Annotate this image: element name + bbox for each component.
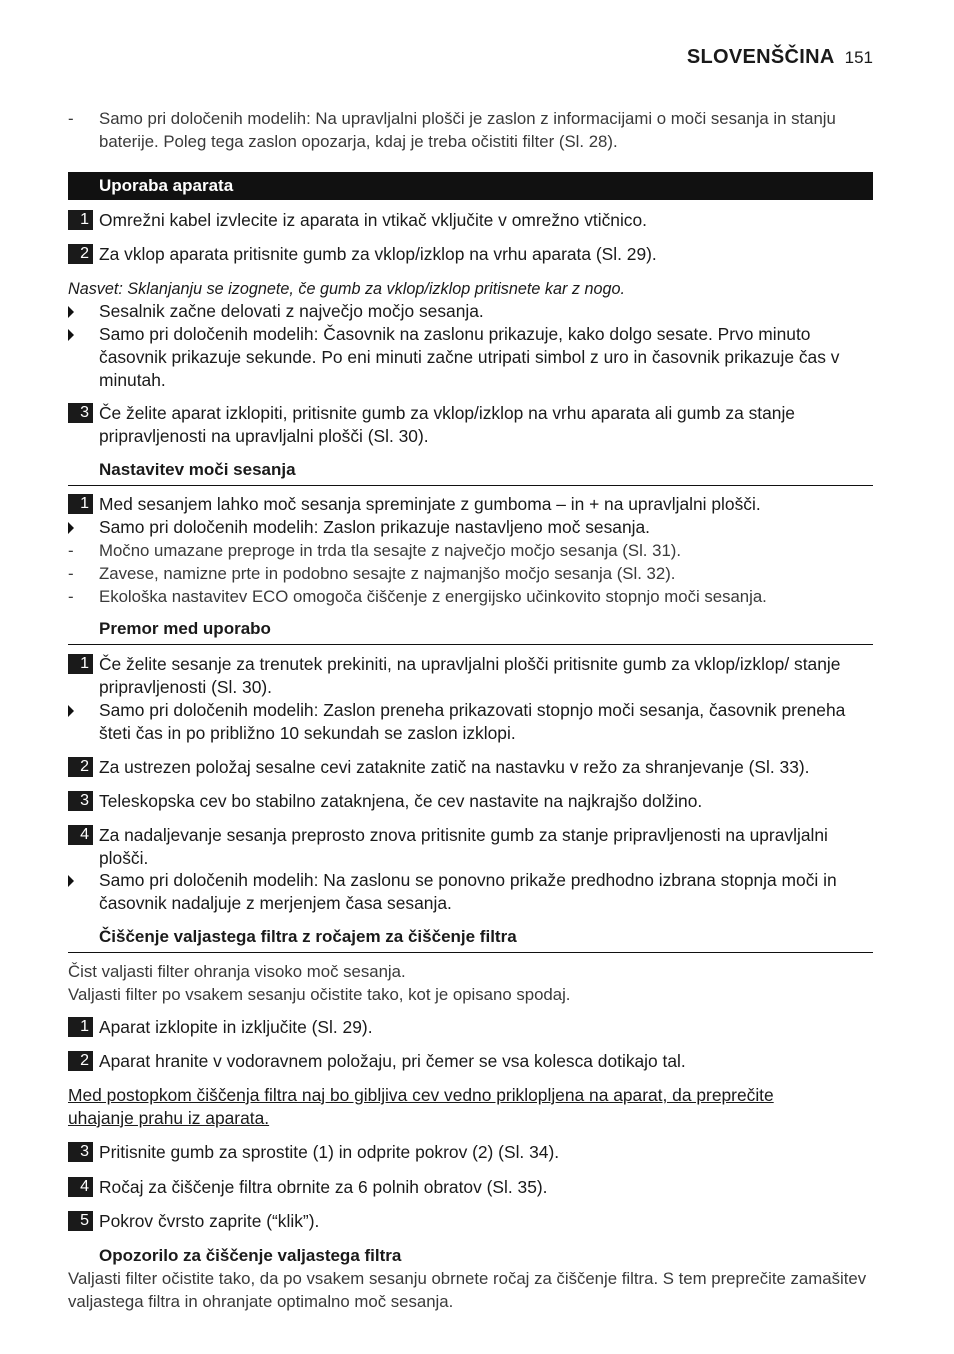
- section-heading-nastavitev: Nastavitev moči sesanja: [68, 458, 873, 486]
- step-1: [68, 493, 873, 516]
- warning-note: [68, 1084, 830, 1130]
- step-2: [68, 243, 873, 266]
- paragraph-text: Valjasti filter po vsakem sesanju očistite tako, kot je opisano spodaj.: [68, 985, 571, 1004]
- step-1: [68, 653, 873, 699]
- step-number: 1: [68, 654, 93, 674]
- step-text: Pritisnite gumb za sprostite (1) in odprite pokrov (2) (Sl. 34).: [99, 1142, 560, 1162]
- bullet-marker: [68, 522, 74, 534]
- step-number: 2: [68, 1051, 93, 1071]
- dash-item: [68, 539, 873, 562]
- step-number: 2: [68, 244, 93, 264]
- step-text: Ročaj za čiščenje filtra obrnite za 6 polnih obratov (Sl. 35).: [99, 1177, 548, 1197]
- paragraph: [68, 960, 873, 983]
- step-number: 4: [68, 1177, 93, 1197]
- dash-text: Močno umazane preproge in trda tla sesajte z največjo močjo sesanja (Sl. 31).: [99, 541, 682, 560]
- step-text: Med sesanjem lahko moč sesanja spreminjate z gumboma – in + na upravljalni plošči.: [99, 494, 761, 514]
- dash-item: [68, 585, 873, 608]
- step-1: [68, 1016, 873, 1039]
- step-text: Teleskopska cev bo stabilno zataknjena, če cev nastavite na najkrajšo dolžino.: [99, 791, 703, 811]
- bullet-text: Samo pri določenih modelih: Zaslon preneha prikazovati stopnjo moči sesanja, časovnik preneha šteti čas in po približno 10 sekundah se zaslon izklopi.: [99, 700, 846, 743]
- paragraph: [68, 1267, 873, 1313]
- paragraph-text: Čist valjasti filter ohranja visoko moč sesanja.: [68, 962, 406, 981]
- dash-text: Ekološka nastavitev ECO omogoča čiščenje z energijsko učinkovito stopnjo moči sesanja.: [99, 587, 767, 606]
- bullet-item: [68, 323, 873, 392]
- step-text: Če želite aparat izklopiti, pritisnite gumb za vklop/izklop na vrhu aparata ali gumb za stanje pripravljenosti na upravljalni plošči (Sl. 30).: [99, 403, 795, 446]
- step-2: [68, 1050, 873, 1073]
- bullet-item: [68, 699, 873, 745]
- step-number: 1: [68, 494, 93, 514]
- step-3: [68, 402, 873, 448]
- step-number: 3: [68, 1142, 93, 1162]
- step-number: 4: [68, 825, 93, 845]
- step-text: Pokrov čvrsto zaprite (“klik”).: [99, 1211, 320, 1231]
- step-5: [68, 1210, 873, 1233]
- step-4: [68, 1176, 873, 1199]
- warning-text: Med postopkom čiščenja filtra naj bo gibljiva cev vedno priklopljena na aparat, da preprečite uhajanje prahu iz aparata.: [68, 1085, 774, 1128]
- step-2: [68, 756, 873, 779]
- dash-marker: -: [68, 109, 74, 128]
- step-3: [68, 790, 873, 813]
- step-text: Za vklop aparata pritisnite gumb za vklop/izklop na vrhu aparata (Sl. 29).: [99, 244, 657, 264]
- section-heading-premor: Premor med uporabo: [68, 617, 873, 645]
- step-text: Aparat izklopite in izključite (Sl. 29).: [99, 1017, 373, 1037]
- step-number: 5: [68, 1211, 93, 1231]
- dash-marker: -: [68, 541, 74, 560]
- bullet-text: Samo pri določenih modelih: Na zaslonu se ponovno prikaže predhodno izbrana stopnja moči in časovnik nadaljuje z merjenjem časa sesanja.: [99, 870, 837, 913]
- bullet-marker: [68, 306, 74, 318]
- dash-item: [68, 562, 873, 585]
- step-number: 3: [68, 403, 93, 423]
- dash-text: Zavese, namizne prte in podobno sesajte z najmanjšo močjo sesanja (Sl. 32).: [99, 564, 676, 583]
- intro-dash-item: [68, 107, 873, 153]
- page-number: 151: [844, 48, 873, 67]
- page-header: [68, 46, 873, 76]
- tip-note: [68, 278, 873, 301]
- step-number: 3: [68, 791, 93, 811]
- step-text: Če želite sesanje za trenutek prekiniti, na upravljalni plošči pritisnite gumb za vklop/izklop/ stanje pripravljenosti (Sl. 30).: [99, 654, 841, 697]
- bullet-marker: [68, 329, 74, 341]
- bullet-text: Samo pri določenih modelih: Časovnik na zaslonu prikazuje, kako dolgo sesate. Prvo minuto časovnik prikazuje sekunde. Po eni minuti začne utripati simbol z uro in časovnik prikazuje čas v minutah.: [99, 324, 840, 390]
- tip-text: Nasvet: Sklanjanju se izognete, če gumb za vklop/izklop pritisnete kar z nogo.: [68, 280, 625, 298]
- bullet-marker: [68, 875, 74, 887]
- bullet-marker: [68, 705, 74, 717]
- step-3: [68, 1141, 873, 1164]
- section-heading-ciscenje: Čiščenje valjastega filtra z ročajem za čiščenje filtra: [68, 925, 873, 953]
- section-heading-uporaba: Uporaba aparata: [68, 172, 873, 200]
- dash-marker: -: [68, 587, 74, 606]
- step-number: 1: [68, 210, 93, 230]
- bullet-text: Sesalnik začne delovati z največjo močjo sesanja.: [99, 301, 484, 321]
- language-title: SLOVENŠČINA: [686, 46, 835, 68]
- step-number: 1: [68, 1017, 93, 1037]
- step-4: [68, 824, 873, 870]
- paragraph-text: Valjasti filter očistite tako, da po vsakem sesanju obrnete ročaj za čiščenje filtra. S tem preprečite zamašitev valjastega filtra in ohranjate optimalno moč sesanja.: [68, 1269, 867, 1311]
- dash-marker: -: [68, 564, 74, 583]
- step-number: 2: [68, 757, 93, 777]
- paragraph: [68, 983, 873, 1006]
- dash-text: Samo pri določenih modelih: Na upravljalni plošči je zaslon z informacijami o moči sesanja in stanju baterije. Poleg tega zaslon opozarja, kdaj je treba očistiti filter (Sl. 28).: [99, 109, 836, 151]
- step-text: Za ustrezen položaj sesalne cevi zataknite zatič na nastavku v režo za shranjevanje (Sl. 33).: [99, 757, 810, 777]
- section-heading-opozorilo: Opozorilo za čiščenje valjastega filtra: [99, 1246, 402, 1265]
- bullet-item: [68, 869, 873, 915]
- step-text: Za nadaljevanje sesanja preprosto znova pritisnite gumb za stanje pripravljenosti na upravljalni plošči.: [99, 825, 828, 868]
- step-text: Omrežni kabel izvlecite iz aparata in vtikač vključite v omrežno vtičnico.: [99, 210, 648, 230]
- step-1: [68, 209, 873, 232]
- bullet-item: [68, 300, 873, 323]
- step-text: Aparat hranite v vodoravnem položaju, pri čemer se vsa kolesca dotikajo tal.: [99, 1051, 686, 1071]
- bullet-text: Samo pri določenih modelih: Zaslon prikazuje nastavljeno moč sesanja.: [99, 517, 650, 537]
- bullet-item: [68, 516, 873, 539]
